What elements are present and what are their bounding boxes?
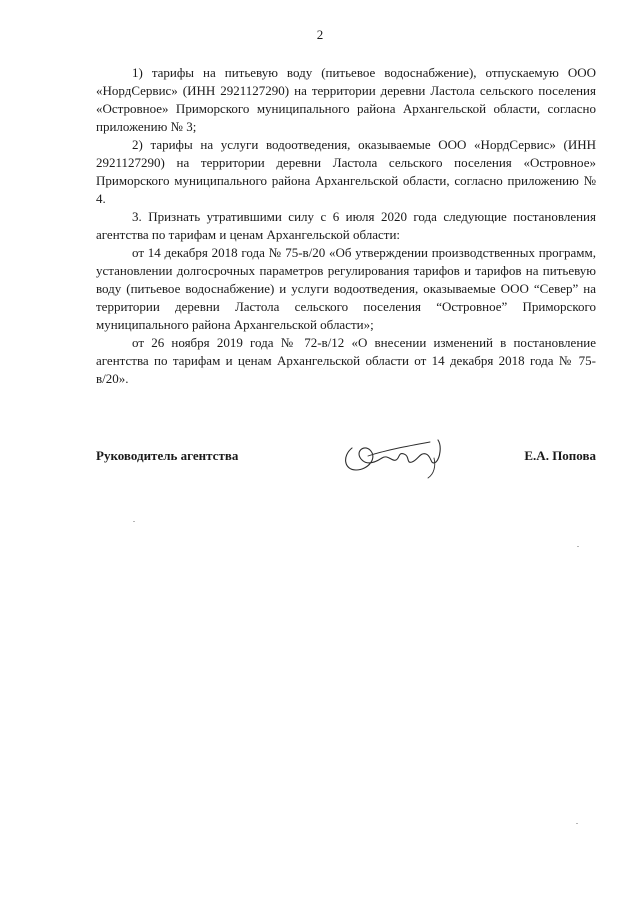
signature-block — [96, 436, 596, 480]
paragraph-tariff-drainage: 2) тарифы на услуги водоотведения, оказываемые ООО «НордСервис» (ИНН 2921127290) на территории деревни Ластола сельского поселения «Островное» Приморского муниципального района Архангельской области, согласно приложению № 4. — [96, 137, 596, 206]
paragraph-repealed-resolution-2: от 26 ноября 2019 года № 72-в/12 «О внесении изменений в постановление агентства по тарифам и ценам Архангельской области от 14 декабря 2018 года № 75-в/20». — [96, 335, 596, 386]
signer-name: Е.А. Попова — [524, 448, 596, 463]
page-number: 2 — [316, 27, 324, 42]
paragraph-tariff-water: 1) тарифы на питьевую воду (питьевое водоснабжение), отпускаемую ООО «НордСервис» (ИНН 2921127290) на территории деревни Ластола сельского поселения «Островное» Приморского муниципального района Архангельской области, согласно приложению № 3; — [96, 65, 596, 134]
scan-speck — [577, 546, 579, 547]
signer-title: Руководитель агентства — [96, 448, 239, 463]
paragraph-repealed-resolution-1: от 14 декабря 2018 года № 75-в/20 «Об утверждении производственных программ, установлении долгосрочных параметров регулирования тарифов и тарифов на питьевую воду (питьевое водоснабжение) и услуги водоотведения, оказываемые ООО “Север” на территории деревни Ластола сельского поселения “Островное” Приморского муниципального района Архангельской области»; — [96, 245, 596, 332]
paragraph-repeal: 3. Признать утратившими силу с 6 июля 2020 года следующие постановления агентства по тарифам и ценам Архангельской области: — [96, 209, 596, 242]
document-body — [96, 64, 596, 388]
handwritten-signature — [338, 436, 453, 480]
scan-speck — [133, 521, 135, 522]
scan-speck — [576, 823, 578, 824]
